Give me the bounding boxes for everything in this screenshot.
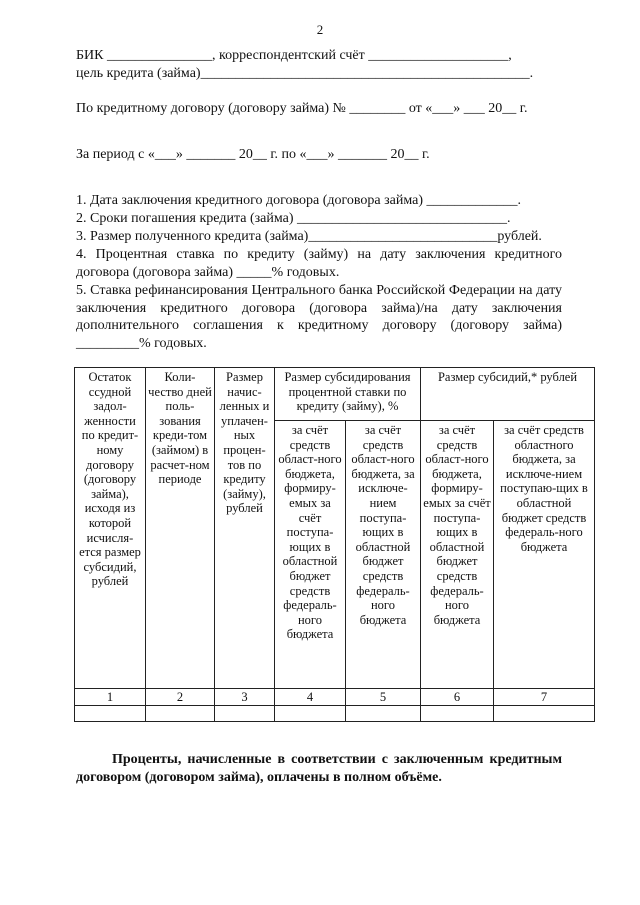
empty-cell[interactable] [346, 706, 421, 722]
page-number: 2 [316, 22, 324, 37]
item-1: 1. Дата заключения кредитного договора (договора займа) _____________. [76, 193, 522, 208]
header-loan-balance: Остаток ссудной задол-женности по кредит-ному договору (договору займа), исходя из которой исчисля-ется размер субсидий, рублей [75, 368, 146, 689]
contract-line: По кредитному договору (договору займа) № ________ от «___» ___ 20__ г. [76, 101, 528, 116]
column-number: 2 [146, 689, 215, 706]
column-number: 6 [421, 689, 494, 706]
column-number: 3 [215, 689, 275, 706]
bik-line: БИК _______________, корреспондентский счёт ____________________, [76, 48, 512, 63]
item-2: 2. Сроки погашения кредита (займа) ______________________________. [76, 211, 511, 226]
empty-cell[interactable] [494, 706, 595, 722]
column-number: 7 [494, 689, 595, 706]
empty-cell[interactable] [146, 706, 215, 722]
empty-cell[interactable] [215, 706, 275, 722]
header-days-of-use: Коли-чество дней поль-зования креди-том (займом) в расчет-ном периоде [146, 368, 215, 689]
column-number: 4 [275, 689, 346, 706]
empty-cell[interactable] [75, 706, 146, 722]
header-rate-regional-own: за счёт средств област-ного бюджета, за исключе-нием поступа-ющих в областной бюджет средств федераль-ного бюджета [346, 421, 421, 689]
header-interest-paid: Размер начис-ленных и уплачен-ных процен-тов по кредиту (займу), рублей [215, 368, 275, 689]
header-rate-subsidy-group: Размер субсидирования процентной ставки по кредиту (займу), % [275, 368, 421, 421]
column-number: 1 [75, 689, 146, 706]
header-subsidy-amount-group: Размер субсидий,* рублей [421, 368, 595, 421]
item-3: 3. Размер полученного кредита (займа)___________________________рублей. [76, 229, 542, 244]
empty-cell[interactable] [421, 706, 494, 722]
header-amount-regional-own: за счёт средств областного бюджета, за исключе-нием поступаю-щих в областной бюджет средств федераль-ного бюджета [494, 421, 595, 689]
item-4: 4. Процентная ставка по кредиту (займу) на дату заключения кредитного договора (договора займа) _____% годовых. [76, 247, 562, 280]
header-amount-regional-federal: за счёт средств област-ного бюджета, формиру-емых за счёт поступа-ющих в областной бюджет средств федераль-ного бюджета [421, 421, 494, 689]
loan-purpose-line: цель кредита (займа)_______________________________________________. [76, 66, 534, 81]
column-numbers-row [75, 689, 595, 706]
payment-confirmation: Проценты, начисленные в соответствии с заключенным кредитным договором (договором займа), оплачены в полном объёме. [76, 752, 562, 785]
empty-data-row [75, 706, 595, 722]
period-line: За период с «___» _______ 20__ г. по «___» _______ 20__ г. [76, 147, 430, 162]
header-rate-regional-federal: за счёт средств област-ного бюджета, формиру-емых за счёт поступа-ющих в областной бюджет средств федераль-ного бюджета [275, 421, 346, 689]
empty-cell[interactable] [275, 706, 346, 722]
subsidy-table [74, 367, 595, 722]
column-number: 5 [346, 689, 421, 706]
item-5: 5. Ставка рефинансирования Центрального банка Российской Федерации на дату заключения кредитного договора (договора займа)/на дату заключения дополнительного соглашения к кредитному договору (договору займа) _________% годовых. [76, 283, 562, 351]
